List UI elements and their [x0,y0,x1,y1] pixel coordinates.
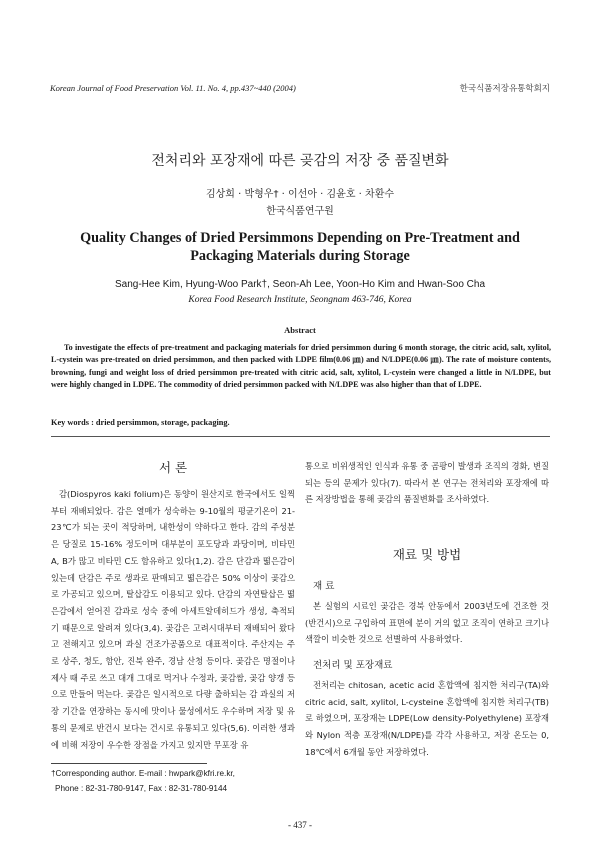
pretreatment-paragraph: 전처리는 chitosan, acetic acid 혼합액에 침지한 처리구(TA)와 citric acid, salt, xylitol, L-cysteine 혼합액에 침지한 처리구(TB)로 하였으며, 포장재는 LDPE(Low density-Polyethylene) 포장재와 Nylon 적층 포장재(N/LDPE)를 각각 사용하고, 저장 온도는 0, 18℃에서 6개월 동안 저장하였다. [305,680,549,757]
footnote-divider [51,763,207,764]
english-authors: Sang-Hee Kim, Hyung-Woo Park†, Seon-Ah Lee, Yoon-Ho Kim and Hwan-Soo Cha [114,279,486,290]
journal-citation: Korean Journal of Food Preservation Vol. 11. No. 4, pp.437~440 (2004) [50,83,296,93]
footnote-email: †Corresponding author. E-mail : hwpark@kfri.re.kr, [51,769,235,778]
materials-paragraph: 본 실험의 시료인 곶감은 경북 안동에서 2003년도에 건조한 것(반건시)으로 구입하여 표면에 분이 거의 없고 조직이 연하고 크기나 색깔이 비슷한 것으로 선별하여 사용하였다. [305,601,549,645]
korean-authors: 김상희 · 박형우† · 이선아 · 김윤호 · 차환수 [205,189,395,200]
abstract-heading: Abstract [284,325,316,335]
society-name: 한국식품저장유통학회지 [459,84,550,94]
english-title-line1: Quality Changes of Dried Persimmons Depending on Pre-Treatment and [80,230,520,246]
pretreatment-subheading: 전처리 및 포장재료 [313,660,393,671]
footnote [51,767,235,796]
intro-continued [305,458,549,508]
english-title-line2: Packaging Materials during Storage [190,248,410,264]
intro-continued-paragraph: 통으로 비위생적인 인식과 유통 중 곰팡이 발생과 조직의 경화, 변질되는 등의 문제가 있다(7). 따라서 본 연구는 전처리와 포장재에 따른 저장방법을 통해 곶감의 품질변화를 조사하였다. [305,461,549,505]
pretreatment-body [305,677,549,761]
english-affiliation: Korea Food Research Institute, Seongnam 463-746, Korea [188,295,412,305]
abstract-text: To investigate the effects of pre-treatment and packaging materials for dried persimmon during 6 month storage, the citric acid, salt, xylitol, L-cystein was pre-treated on dried persimmon, and then packed with LDPE film(0.06 ㎛) and N/LDPE(0.06 ㎛). The rate of moisture contents, browning, fungi and weight loss of dried persimmon pre-treated with citric acid, salt, xylitol, L-cystein were changed a little in N/LDPE, but were highly changed in LDPE. The commodity of dried persimmon packed with N/LDPE was also higher than that of LDPE. [51,343,551,389]
intro-body [51,486,295,753]
keywords: Key words : dried persimmon, storage, packaging. [51,418,230,427]
materials-body [305,598,549,648]
korean-affiliation: 한국식품연구원 [266,206,334,217]
section-divider [51,436,550,437]
materials-subheading: 재 료 [313,581,335,592]
methods-heading: 재료 및 방법 [392,547,462,562]
footnote-phone: Phone : 82-31-780-9147, Fax : 82-31-780-9144 [55,783,228,793]
korean-title: 전처리와 포장재에 따른 곶감의 저장 중 품질변화 [151,153,449,169]
abstract-body [51,342,551,391]
intro-paragraph: 감(Diospyros kaki folium)은 동양이 원산지로 한국에서도 일찍부터 재배되었다. 감은 열매가 성숙하는 9-10월의 평균기온이 21-23℃가 되는 곳이 적당하며, 내한성이 약하다고 한다. 감의 주성분은 당질로 15-16% 정도이며 대부분이 포도당과 과당이며, 비타민 A, B가 많고 비타민 C도 함유하고 있다(1,2). 감은 단감과 떫은감이 있는데 단감은 주로 생과로 판매되고 떫은감은 50% 이상이 곶감으로 가공되고 있으며, 탈삽감도 이용되고 있다. 단감의 자연탈삽은 떫은감에서 얻어진 감과로 성숙 중에 아세트알데히드가 생성, 축적되기 때문으로 알려져 있다(3,4). 곶감은 고려시대부터 재배되어 왔다고 전해지고 있으며 과실 건조가공품으로 대표적이다. 주산지는 주로 상주, 청도, 함안, 진북 완주, 경남 산청 등이다. 곶감은 명절이나 제사 때 주로 쓰고 대개 그대로 먹거나 수정과, 곶감쌈, 곶감 양갱 등으로 만들어 먹는다. 곶감은 일시적으로 다량 출하되는 감 과실의 저장 기간을 연장하는 동시에 맛이나 물성에서도 우수하며 저장 및 유통의 문제로 반건시 보다는 건시로 유통되고 있다(5,6). 이러한 생과에 비해 저장이 우수한 장점을 가지고 있지만 무포장 유 [51,489,295,750]
english-title [60,229,540,265]
page-number: - 437 - [288,820,312,830]
intro-heading: 서 론 [158,460,188,475]
